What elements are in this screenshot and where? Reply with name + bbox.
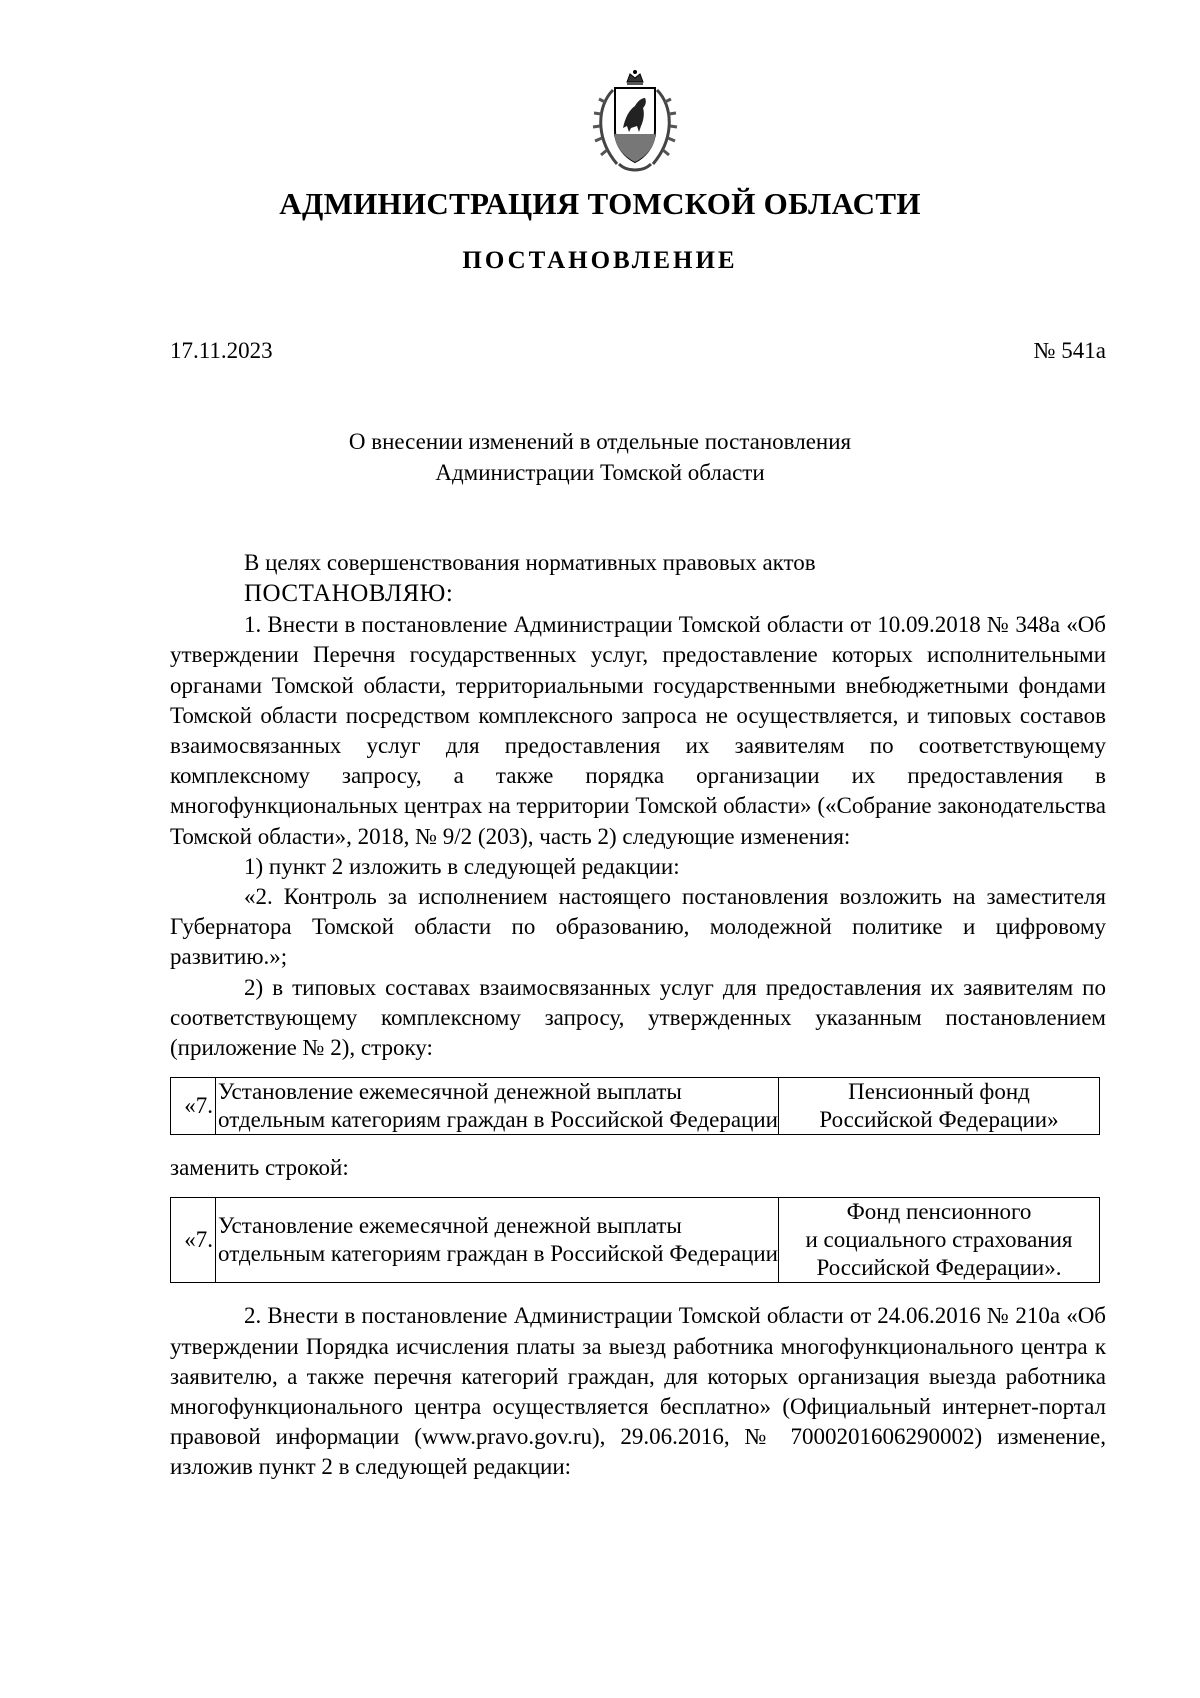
table-cell-agency: [779, 1078, 1100, 1135]
item-1-2: 2) в типовых составах взаимосвязанных услуг для предоставления их заявителям по соответствующему комплексному запросу, утвержденных указанным постановлением (приложение № 2), строку:: [170, 974, 1106, 1061]
agency-line-2: и социального страхования: [805, 1227, 1073, 1253]
table-cell-num: «7.: [171, 1198, 216, 1283]
subject-line-2: Администрации Томской области: [435, 460, 765, 485]
table-cell-num: «7.: [171, 1078, 216, 1135]
table-old-row: [170, 1077, 1100, 1135]
agency-line-1: Пенсионный фонд: [848, 1079, 1030, 1105]
item-1-1: 1) пункт 2 изложить в следующей редакции:: [244, 853, 680, 879]
document-date: 17.11.2023: [170, 338, 273, 363]
item-2: 2. Внести в постановление Администрации Томской области от 24.06.2016 № 210а «Об утверждении Порядка исчисления платы за выезд работника многофункционального центра к заявителю, а также перечня категорий граждан, для которых организация выезда работника многофункционального центра осуществляется бесплатно» (Официальный интернет-портал правовой информации (www.pravo.gov.ru), 29.06.2016, № 7000201606290002) изменение, изложив пункт 2 в следующей редакции:: [170, 1303, 1106, 1480]
decree-word: ПОСТАНОВЛЯЮ:: [244, 580, 454, 608]
item-1-1-text: «2. Контроль за исполнением настоящего постановления возложить на заместителя Губернатора Томской области по образованию, молодежной политике и цифровому развитию.»;: [170, 884, 1106, 970]
agency-line-3: Российской Федерации».: [816, 1255, 1062, 1281]
subject-line-1: О внесении изменений в отдельные постановления: [348, 429, 852, 454]
table-new-row: [170, 1197, 1100, 1283]
item-1: 1. Внести в постановление Администрации Томской области от 10.09.2018 № 348а «Об утверждении Перечня государственных услуг, предоставление которых исполнительными органами Томской области, территориальными государственными внебюджетными фондами Томской области посредством комплексного запроса не осуществляется, и типовых составов взаимосвязанных услуг для предоставления их заявителям по соответствующему комплексному запросу, а также порядка организации их предоставления в многофункциональных центрах на территории Томской области» («Собрание законодательства Томской области», 2018, № 9/2 (203), часть 2) следующие изменения:: [170, 612, 1106, 849]
table-cell-service: Установление ежемесячной денежной выплаты отдельным категориям граждан в Российской Федерации: [216, 1198, 779, 1283]
document-subject: [0, 426, 1200, 488]
replace-text: заменить строкой:: [170, 1155, 349, 1181]
organization-title: АДМИНИСТРАЦИЯ ТОМСКОЙ ОБЛАСТИ: [279, 186, 921, 221]
table-cell-agency: [779, 1198, 1100, 1283]
document-body: [170, 548, 1106, 1483]
table-cell-service: Установление ежемесячной денежной выплаты отдельным категориям граждан в Российской Федерации: [216, 1078, 779, 1135]
agency-line-1: Фонд пенсионного: [846, 1199, 1032, 1225]
table-row: [171, 1078, 1100, 1135]
document-type-title: ПОСТАНОВЛЕНИЕ: [462, 247, 738, 274]
document-number: № 541а: [1033, 338, 1106, 363]
agency-line-2: Российской Федерации»: [819, 1107, 1059, 1133]
table-row: [171, 1198, 1100, 1283]
coat-of-arms-icon: [583, 68, 687, 180]
preamble: В целях совершенствования нормативных правовых актов: [244, 550, 816, 575]
